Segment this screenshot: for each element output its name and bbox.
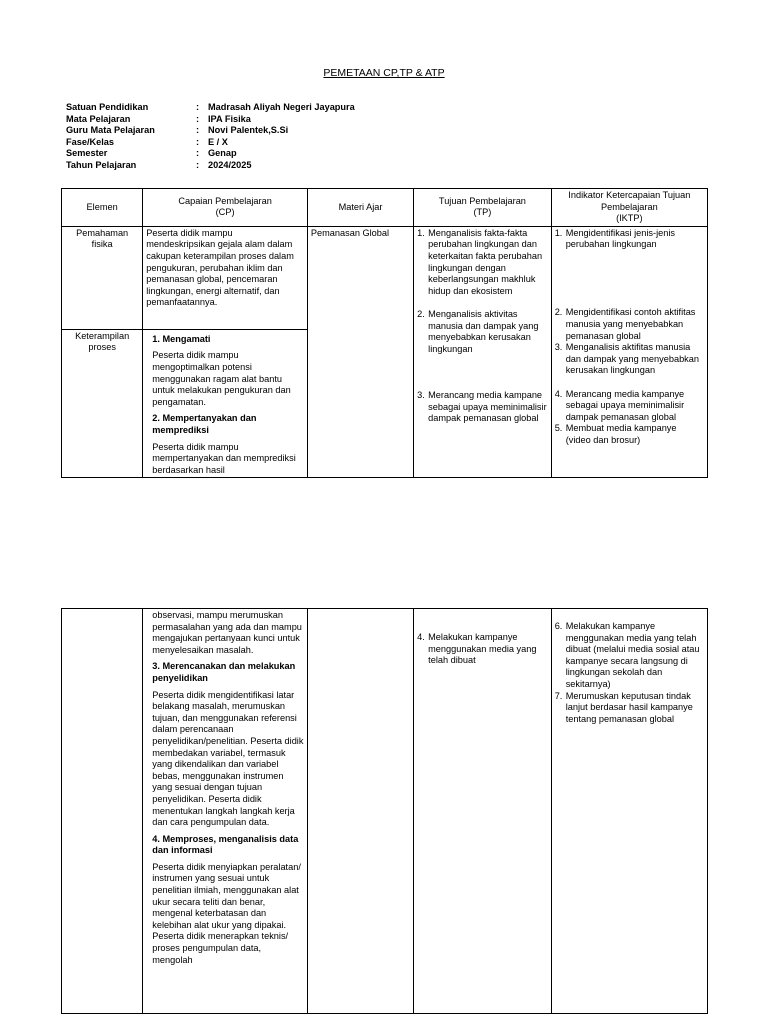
cp-subheading: 1. Mengamati	[152, 333, 211, 344]
meta-label: Mata Pelajaran	[66, 113, 131, 124]
meta-row	[66, 148, 355, 160]
cp-paragraph: Peserta didik mengidentifikasi latar belakang masalah, merumuskan tujuan, dan menggunakan referensi dalam perencanaan penyelidikan/penelitian. Peserta didik membedakan variabel, termasuk yang dikendalikan dan variabel bebas, menggunakan instrumen yang sesuai dengan tujuan penyelidikan. Peserta didik menentukan langkah langkah kerja dan cara pengumpulan data.	[152, 689, 304, 828]
header-materi: Materi Ajar	[307, 189, 413, 227]
iktp-text: Membuat media kampanye (video dan brosur)	[565, 423, 677, 445]
meta-label: Guru Mata Pelajaran	[66, 125, 155, 136]
meta-colon: :	[196, 148, 200, 159]
meta-label: Satuan Pendidikan	[66, 102, 149, 112]
iktp-item	[555, 389, 704, 424]
tp-text: Menganalisis aktivitas manusia dan dampak yang menyebabkan kerusakan lingkungan	[428, 308, 539, 354]
cp-subheading: 2. Mempertanyakan dan memprediksi	[152, 413, 257, 435]
cp-paragraph: Peserta didik mampu mengoptimalkan potensi menggunakan ragam alat bantu untuk melakukan pengukuran dan pengamatan.	[152, 350, 291, 407]
iktp-item	[555, 307, 704, 342]
cell-elemen: Keterampilan proses	[62, 329, 143, 478]
tp-item	[417, 390, 548, 425]
meta-value: IPA Fisika	[208, 113, 251, 124]
meta-row	[66, 125, 355, 137]
meta-colon: :	[196, 125, 200, 136]
tp-text: Menganalisis fakta-fakta perubahan lingkungan dan keterkaitan fakta perubahan lingkungan dengan keberlangsungan makhluk hidup dan ekosistem	[428, 227, 543, 296]
tp-item	[417, 632, 548, 667]
iktp-number: 2.	[554, 307, 563, 318]
cell-cp: Peserta didik mampu mendeskripsikan gejala alam dalam cakupan keterampilan proses dalam pengukuran, perubahan iklim dan pemanasan global, pencemaran lingkungan, energi alternatif, dan pemanfaatannya.	[143, 226, 308, 329]
meta-label: Semester	[66, 148, 108, 159]
iktp-text: Melakukan kampanye menggunakan media yang telah dibuat (melalui media sosial atau kampanye secara langsung di lingkungan sekolah dan sekitarnya)	[565, 621, 700, 689]
meta-value: Novi Palentek,S.Si	[208, 125, 289, 136]
iktp-item	[555, 342, 704, 377]
cell-iktp	[551, 609, 707, 1014]
meta-label: Tahun Pelajaran	[66, 159, 137, 170]
meta-row	[66, 160, 355, 172]
iktp-text: Merumuskan keputusan tindak lanjut berdasar hasil kampanye tentang pemanasan global	[565, 690, 693, 724]
header-elemen: Elemen	[62, 189, 143, 227]
cell-elemen	[62, 609, 143, 1014]
iktp-text: Mengidentifikasi contoh aktifitas manusia yang menyebabkan pemanasan global	[565, 307, 696, 341]
mapping-table-page-2	[61, 608, 708, 1014]
iktp-text: Merancang media kampanye sebagai upaya meminimalisir dampak pemanasan global	[565, 388, 685, 422]
header-tp: Tujuan Pembelajaran (TP)	[414, 189, 552, 227]
document-title: PEMETAAN CP,TP & ATP	[323, 67, 445, 79]
tp-number: 2.	[417, 308, 425, 319]
cell-iktp	[551, 226, 707, 478]
meta-value: 2024/2025	[208, 159, 252, 170]
iktp-number: 4.	[554, 388, 563, 399]
iktp-text: Mengidentifikasi jenis-jenis perubahan lingkungan	[565, 227, 675, 250]
meta-row	[66, 137, 355, 149]
cp-subheading: 4. Memproses, menganalisis data dan informasi	[152, 833, 299, 856]
tp-number: 3.	[417, 390, 425, 401]
header-cp: Capaian Pembelajaran (CP)	[143, 189, 308, 227]
iktp-number: 6.	[554, 621, 563, 631]
meta-value: E / X	[208, 136, 228, 147]
iktp-number: 3.	[554, 342, 563, 353]
iktp-item	[555, 621, 704, 691]
tp-number: 1.	[417, 227, 425, 238]
meta-row	[66, 102, 355, 114]
meta-colon: :	[196, 136, 200, 147]
cp-paragraph: Peserta didik menyiapkan peralatan/ instrumen yang sesuai untuk penelitian ilmiah, menggunakan alat ukur secara teliti dan benar, mengenal keterbatasan dan kelebihan alat ukur yang dipakai. Peserta didik menerapkan teknis/ proses pengumpulan data, mengolah	[152, 861, 301, 965]
meta-value: Genap	[208, 148, 237, 159]
iktp-item	[555, 423, 704, 446]
mapping-table-page-1	[61, 188, 708, 478]
cp-subheading: 3. Merencanakan dan melakukan penyelidikan	[152, 661, 296, 683]
iktp-number: 7.	[554, 690, 563, 701]
meta-label: Fase/Kelas	[66, 136, 115, 147]
meta-block	[66, 102, 355, 172]
cp-paragraph: Peserta didik mampu mempertanyakan dan memprediksi berdasarkan hasil	[152, 441, 296, 475]
tp-text: Melakukan kampanye menggunakan media yang telah dibuat	[428, 632, 537, 666]
iktp-number: 1.	[554, 227, 563, 238]
cell-tp	[414, 226, 552, 478]
meta-row	[66, 114, 355, 126]
cp-paragraph: observasi, mampu merumuskan permasalahan yang ada dan mampu mengajukan pertanyaan kunci untuk menyelesaikan masalah.	[152, 610, 302, 655]
cell-materi: Pemanasan Global	[307, 226, 413, 478]
tp-text: Merancang media kampane sebagai upaya meminimalisir dampak pemanasan global	[428, 390, 547, 424]
tp-item	[417, 309, 548, 355]
cell-materi	[307, 609, 413, 1014]
header-iktp: Indikator Ketercapaian Tujuan Pembelajaran (IKTP)	[551, 189, 707, 227]
cell-tp	[414, 609, 552, 1014]
iktp-text: Menganalisis aktifitas manusia dan dampak yang menyebabkan kerusakan lingkungan	[565, 342, 700, 376]
meta-colon: :	[196, 159, 200, 170]
meta-colon: :	[196, 102, 200, 112]
iktp-item	[555, 691, 704, 726]
table-row	[62, 609, 708, 1014]
cell-cp	[143, 609, 308, 1014]
meta-value: Madrasah Aliyah Negeri Jayapura	[208, 102, 355, 112]
cell-elemen: Pemahaman fisika	[62, 226, 143, 329]
table-row	[62, 226, 708, 329]
table-header-row	[62, 189, 708, 227]
iktp-number: 5.	[554, 423, 563, 434]
iktp-item	[555, 228, 704, 251]
tp-item	[417, 228, 548, 298]
tp-number: 4.	[417, 632, 425, 642]
meta-colon: :	[196, 113, 200, 124]
cell-cp	[143, 329, 308, 478]
